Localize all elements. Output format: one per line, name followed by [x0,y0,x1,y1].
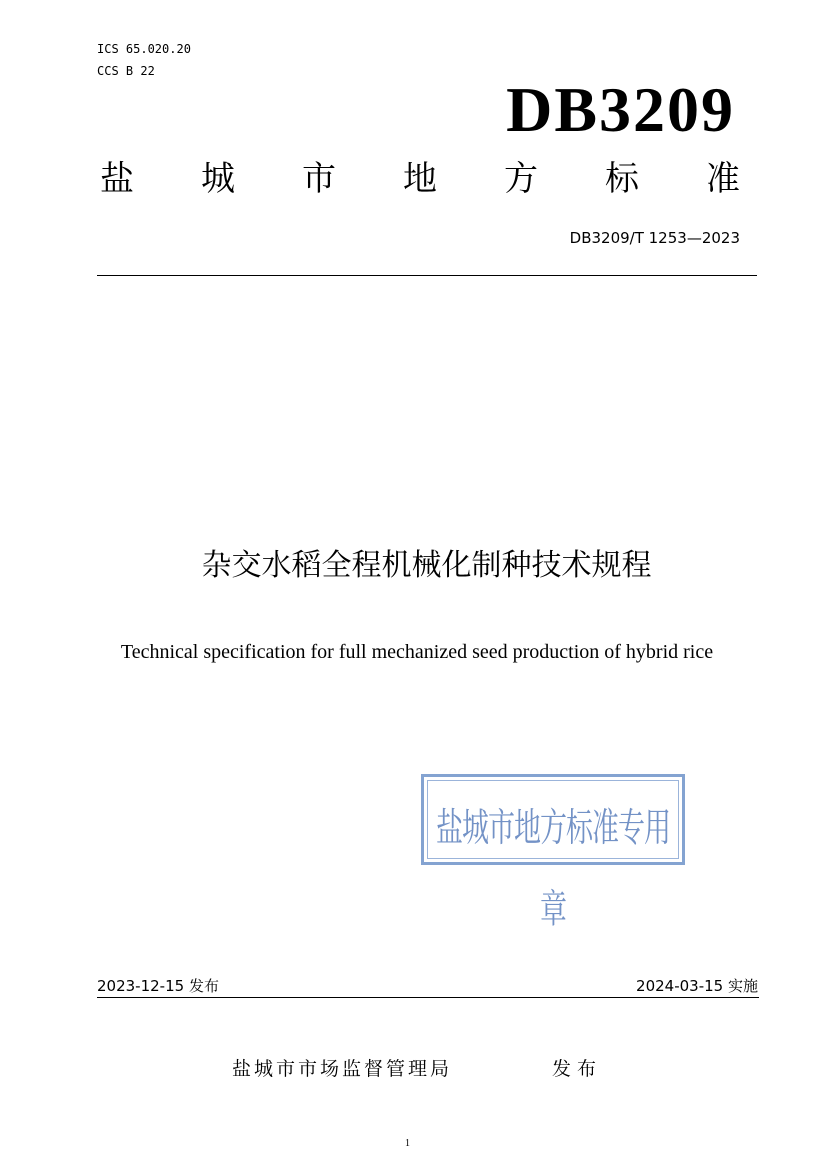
ics-code: ICS 65.020.20 [97,42,191,56]
standard-type-char: 盐 [100,159,134,199]
issue-date: 2023-12-15 发布 [97,977,219,995]
header-divider [97,275,757,276]
standard-logo: DB3209 [506,74,735,145]
issuer-name: 盐城市市场监督管理局 [232,1058,453,1080]
standard-type [100,156,740,202]
standard-type-char: 地 [403,159,437,199]
implementation-date: 2024-03-15 实施 [636,977,758,995]
issuer-action: 发布 [552,1058,603,1080]
standard-type-char: 标 [605,159,639,199]
seal-text: 盐城市地方标准专用章 [436,806,670,933]
ccs-code: CCS B 22 [97,64,155,78]
standard-number: DB3209/T 1253—2023 [569,229,740,247]
english-title: Technical specification for full mechanized seed production of hybrid rice [120,641,714,663]
standard-type-char: 城 [201,159,235,199]
chinese-title: 杂交水稻全程机械化制种技术规程 [201,548,652,583]
standard-type-char: 准 [706,159,740,199]
standard-type-char: 方 [504,159,538,199]
date-divider [97,997,759,998]
standard-type-char: 市 [302,159,336,199]
official-seal [421,774,685,933]
page-number: 1 [405,1138,410,1149]
